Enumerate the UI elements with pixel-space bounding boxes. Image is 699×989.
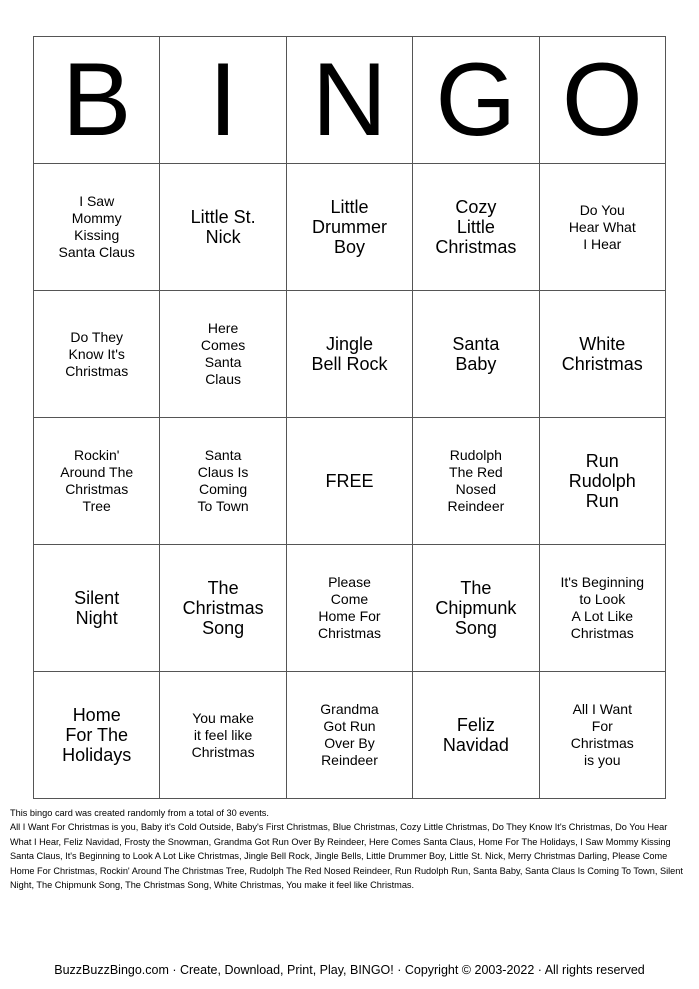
- bingo-cell: Grandma Got Run Over By Reindeer: [286, 672, 412, 799]
- header-letter-g: G: [413, 37, 539, 164]
- bingo-cell: Santa Claus Is Coming To Town: [160, 418, 286, 545]
- bingo-cell: The Christmas Song: [160, 545, 286, 672]
- bingo-cell: Do They Know It's Christmas: [34, 291, 160, 418]
- info-events-list: All I Want For Christmas is you, Baby it's Cold Outside, Baby's First Christmas, Blue Christmas, Cozy Little Christmas, Do They Know It's Christmas, Do You Hear What I Hear, Feliz Navidad, Frosty the Snowman, Grandma Got Run Over By Reindeer, Here Comes Santa Claus, Home For The Holidays, I Saw Mommy Kissing Santa Claus, It's Beginning to Look A Lot Like Christmas, Jingle Bell Rock, Jingle Bells, Little Drummer Boy, Little St. Nick, Merry Christmas Darling, Please Come Home For Christmas, Rockin' Around The Christmas Tree, Rudolph The Red Nosed Reindeer, Run Rudolph Run, Santa Baby, Santa Claus Is Coming To Town, Silent Night, The Chipmunk Song, The Christmas Song, White Christmas, You make it feel like Christmas.: [10, 822, 683, 891]
- footer: BuzzBuzzBingo.com · Create, Download, Print, Play, BINGO! · Copyright © 2003-2022 · All rights reserved: [54, 963, 645, 977]
- card-row: [34, 545, 666, 672]
- bingo-cell: Little Drummer Boy: [286, 164, 412, 291]
- bingo-cell: Silent Night: [34, 545, 160, 672]
- bingo-cell: Santa Baby: [413, 291, 539, 418]
- bingo-cell: It's Beginning to Look A Lot Like Christmas: [539, 545, 665, 672]
- card-info: [10, 806, 690, 892]
- header-row: [34, 37, 666, 164]
- card-row: [34, 164, 666, 291]
- bingo-card: [33, 36, 666, 799]
- bingo-cell: Cozy Little Christmas: [413, 164, 539, 291]
- bingo-cell: The Chipmunk Song: [413, 545, 539, 672]
- bingo-cell: All I Want For Christmas is you: [539, 672, 665, 799]
- bingo-cell: I Saw Mommy Kissing Santa Claus: [34, 164, 160, 291]
- bingo-cell: Feliz Navidad: [413, 672, 539, 799]
- card-row: [34, 672, 666, 799]
- bingo-cell: FREE: [286, 418, 412, 545]
- header-letter-b: B: [34, 37, 160, 164]
- card-row: [34, 418, 666, 545]
- card-row: [34, 291, 666, 418]
- bingo-cell: You make it feel like Christmas: [160, 672, 286, 799]
- info-summary: This bingo card was created randomly from a total of 30 events.: [10, 808, 269, 818]
- header-letter-i: I: [160, 37, 286, 164]
- bingo-cell: Jingle Bell Rock: [286, 291, 412, 418]
- bingo-cell: Please Come Home For Christmas: [286, 545, 412, 672]
- bingo-cell: Home For The Holidays: [34, 672, 160, 799]
- bingo-cell: Rudolph The Red Nosed Reindeer: [413, 418, 539, 545]
- bingo-cell: Little St. Nick: [160, 164, 286, 291]
- bingo-cell: White Christmas: [539, 291, 665, 418]
- bingo-cell: Do You Hear What I Hear: [539, 164, 665, 291]
- bingo-cell: Run Rudolph Run: [539, 418, 665, 545]
- header-letter-n: N: [286, 37, 412, 164]
- bingo-cell: Rockin' Around The Christmas Tree: [34, 418, 160, 545]
- header-letter-o: O: [539, 37, 665, 164]
- bingo-cell: Here Comes Santa Claus: [160, 291, 286, 418]
